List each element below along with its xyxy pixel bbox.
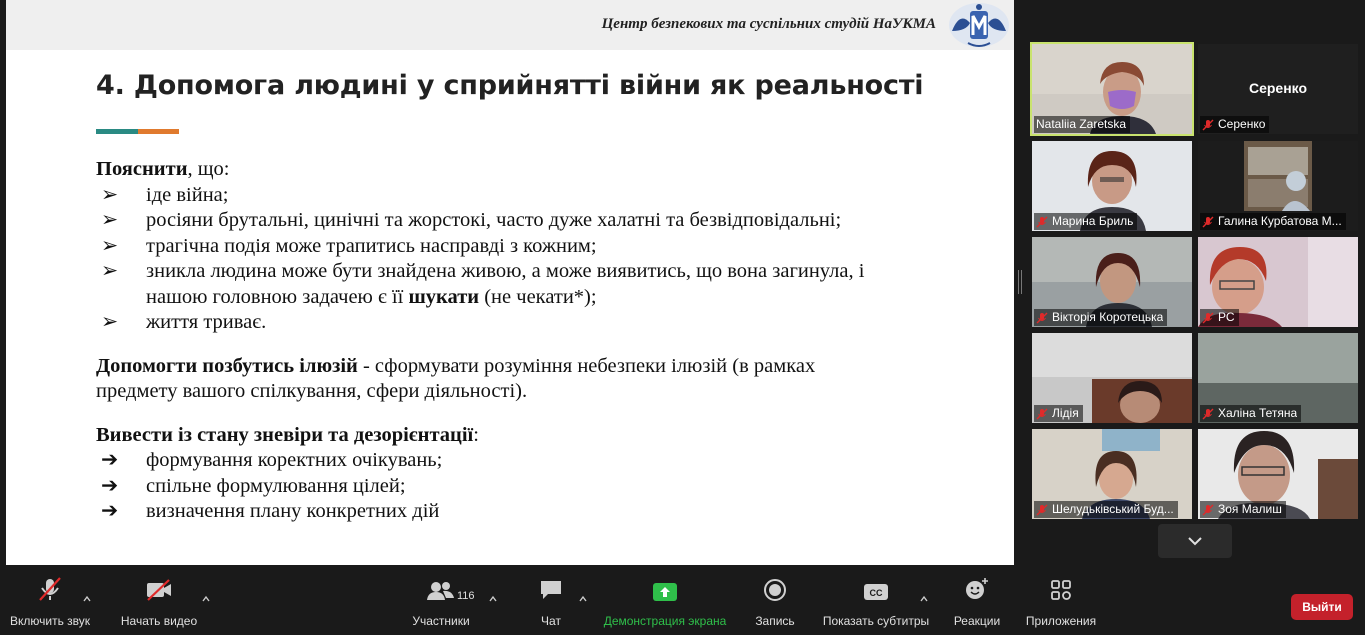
participant-tile[interactable] bbox=[1198, 141, 1358, 231]
muted-mic-icon bbox=[1036, 216, 1048, 228]
muted-mic-icon bbox=[1036, 504, 1048, 516]
gallery-next-page-button[interactable] bbox=[1158, 524, 1232, 558]
captions-icon bbox=[863, 582, 889, 602]
participant-name-label: Марина Бриль bbox=[1034, 213, 1137, 230]
participant-tile[interactable] bbox=[1032, 429, 1192, 519]
chat-options-caret-icon[interactable] bbox=[578, 594, 588, 604]
share-screen-icon bbox=[652, 580, 678, 602]
chat-icon bbox=[538, 578, 564, 602]
participant-tile[interactable] bbox=[1198, 237, 1358, 327]
record-button[interactable]: Запись bbox=[750, 566, 800, 635]
participant-tile[interactable] bbox=[1032, 44, 1192, 134]
list-item: ➢ росіяни брутальні, цинічні та жорстокі, часто дуже халатні та безвідповідальні; bbox=[101, 209, 842, 231]
record-icon bbox=[763, 578, 787, 602]
participant-name-label: Галина Курбатова М... bbox=[1200, 213, 1346, 230]
reactions-button[interactable]: Реакции bbox=[950, 566, 1004, 635]
participants-button[interactable]: Участники bbox=[406, 566, 476, 635]
participant-name-label: Серенко bbox=[1200, 116, 1269, 133]
muted-mic-icon bbox=[37, 576, 63, 602]
start-video-button[interactable]: Начать видео bbox=[118, 566, 200, 635]
muted-mic-icon bbox=[1036, 312, 1048, 324]
participants-options-caret-icon[interactable] bbox=[488, 594, 498, 604]
muted-mic-icon bbox=[1202, 312, 1214, 324]
audio-options-caret-icon[interactable] bbox=[82, 594, 92, 604]
help-paragraph: Допомогти позбутись ілюзій - сформувати розуміння небезпеки ілюзій (в рамках предмету вашого спілкування, сфери діяльності). bbox=[96, 354, 816, 402]
panel-resize-handle[interactable] bbox=[1018, 270, 1022, 294]
slide-header bbox=[6, 0, 1014, 50]
apps-button[interactable]: Приложения bbox=[1022, 566, 1100, 635]
participant-name-label: РС bbox=[1200, 309, 1239, 326]
reactions-icon bbox=[964, 576, 990, 602]
explain-heading: Пояснити, що: bbox=[96, 158, 230, 180]
list-item: ➔ визначення плану конкретних дій bbox=[101, 500, 440, 522]
participant-name-label: Халіна Тетяна bbox=[1200, 405, 1301, 422]
list-item: ➢ життя триває. bbox=[101, 311, 267, 333]
participant-tile[interactable] bbox=[1032, 141, 1192, 231]
slide-body bbox=[96, 157, 956, 525]
list-item: ➔ спільне формулювання цілей; bbox=[101, 474, 406, 497]
title-accent-orange bbox=[138, 129, 179, 134]
shared-screen-slide bbox=[6, 0, 1014, 565]
participant-name-label: Зоя Малиш bbox=[1200, 501, 1286, 518]
title-accent-teal bbox=[96, 129, 138, 134]
muted-mic-icon bbox=[1202, 408, 1214, 420]
meeting-toolbar bbox=[0, 566, 1365, 635]
participant-name-label: Шелудьківський Буд... bbox=[1034, 501, 1178, 518]
participants-count: 116 bbox=[457, 590, 475, 602]
list-item: ➢ зникла людина може бути знайдена живою, а може виявитись, що вона загинула, і нашою головною задачею є її шукати (не чекати*); bbox=[101, 260, 865, 308]
participants-icon bbox=[426, 578, 456, 602]
share-screen-button[interactable]: Демонстрация экрана bbox=[600, 566, 730, 635]
muted-mic-icon bbox=[1202, 504, 1214, 516]
participant-name-label: Nataliia Zaretska bbox=[1034, 116, 1130, 133]
slide-title: 4. Допомога людині у сприйнятті війни як реальності bbox=[96, 70, 924, 101]
leave-meeting-button[interactable]: Выйти bbox=[1291, 594, 1353, 620]
naukma-logo-icon bbox=[946, 1, 1012, 49]
captions-options-caret-icon[interactable] bbox=[919, 594, 929, 604]
chat-button[interactable]: Чат bbox=[530, 566, 572, 635]
participant-tile[interactable] bbox=[1198, 429, 1358, 519]
participant-tile[interactable] bbox=[1032, 333, 1192, 423]
participant-name-label: Лідія bbox=[1034, 405, 1083, 422]
participant-name-label: Вікторія Коротецька bbox=[1034, 309, 1167, 326]
muted-mic-icon bbox=[1202, 119, 1214, 131]
muted-mic-icon bbox=[1036, 408, 1048, 420]
list-item: ➢ іде війна; bbox=[101, 183, 229, 206]
apps-icon bbox=[1049, 578, 1073, 602]
participant-center-name: Серенко bbox=[1248, 80, 1308, 96]
video-off-icon bbox=[145, 578, 173, 602]
lead-heading: Вивести із стану зневіри та дезорієнтації: bbox=[96, 423, 479, 446]
show-captions-button[interactable]: CC Показать субтитры bbox=[820, 566, 932, 635]
chevron-down-icon bbox=[1187, 536, 1203, 546]
slide-org-name: Центр безпекових та суспільних студій НаУКМА bbox=[601, 16, 936, 32]
list-item: ➢ трагічна подія може трапитись насправді з кожним; bbox=[101, 234, 597, 257]
video-options-caret-icon[interactable] bbox=[201, 594, 211, 604]
svg-text:CC: CC bbox=[869, 588, 883, 598]
unmute-button[interactable]: Включить звук bbox=[6, 566, 94, 635]
participant-tile[interactable] bbox=[1198, 44, 1358, 134]
list-item: ➔ формування коректних очікувань; bbox=[101, 449, 443, 471]
participant-tile[interactable] bbox=[1032, 237, 1192, 327]
muted-mic-icon bbox=[1202, 216, 1214, 228]
participant-tile[interactable] bbox=[1198, 333, 1358, 423]
